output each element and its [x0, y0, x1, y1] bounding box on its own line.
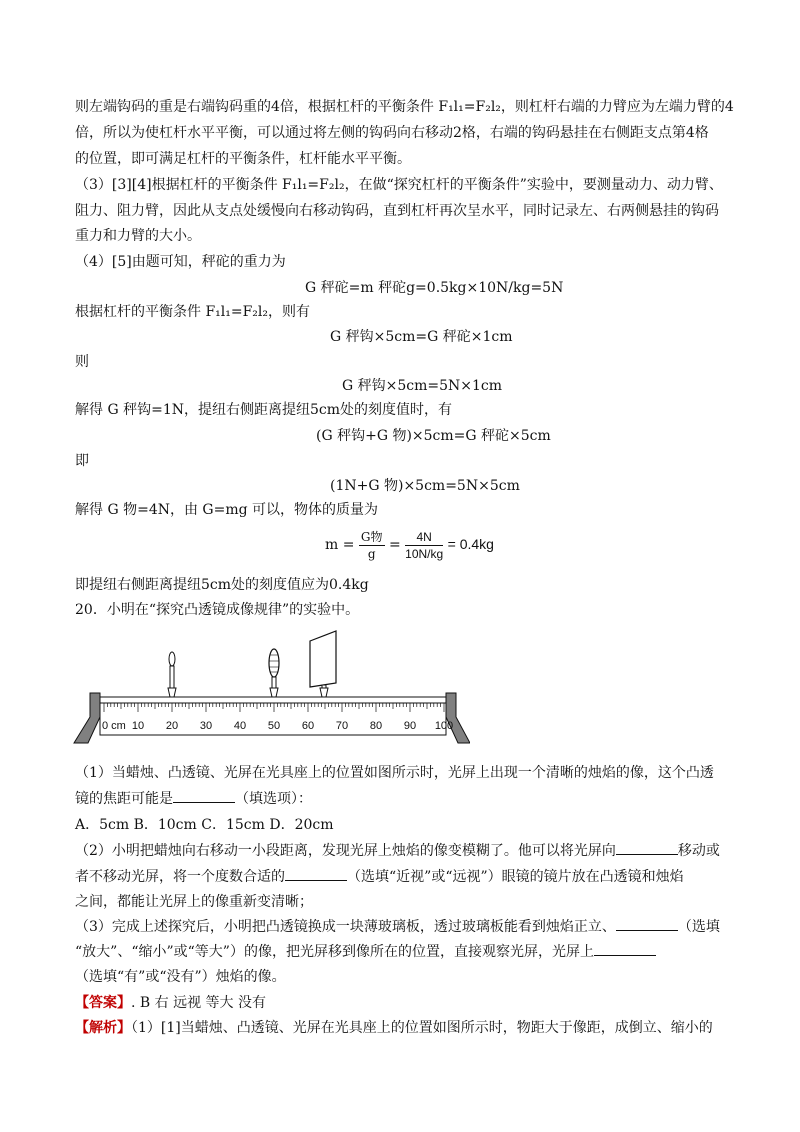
denominator: g — [367, 546, 376, 561]
question-part-1: （1）当蜡烛、凸透镜、光屏在光具座上的位置如图所示时，光屏上出现一个清晰的烛焰的像，这个凸透 — [75, 765, 714, 781]
text-line: 的位置，即可满足杠杆的平衡条件，杠杆能水平平衡。 — [75, 151, 411, 167]
answer-blank[interactable] — [285, 880, 347, 881]
eq-part: = — [388, 537, 401, 553]
text: 移动或 — [677, 843, 720, 859]
text-line: 阻力、阻力臂，因此从支点处缓慢向右移动钩码，直到杠杆再次呈水平，同时记录左、右两侧悬挂的钩码 — [75, 203, 719, 219]
equation: G 秤砣=m 秤砣g=0.5kg×10N/kg=5N — [305, 280, 564, 296]
text-line: 倍，所以为使杠杆水平平衡，可以通过将左侧的钩码向右移动2格，右端的钩码悬挂在右侧距支点第4格 — [75, 125, 709, 141]
options-line: A．5cm B．10cm C．15cm D．20cm — [75, 817, 334, 833]
ruler-tick-label: 80 — [369, 720, 383, 732]
text: （选填 — [677, 919, 720, 935]
text-line: （4）[5]由题可知，秤砣的重力为 — [75, 254, 286, 270]
text-line: 即 — [75, 453, 89, 469]
question-part-2 — [75, 841, 720, 861]
candle-flame — [169, 652, 175, 666]
equation: (1N+G 物)×5cm=5N×5cm — [330, 478, 520, 494]
text-line: 根据杠杆的平衡条件 F₁l₁=F₂l₂，则有 — [75, 304, 311, 320]
ruler-tick-label: 0 cm — [102, 720, 126, 732]
text-line: 重力和力臂的大小。 — [75, 228, 201, 244]
question-part-3 — [75, 917, 720, 937]
question-part-3-cont — [75, 942, 656, 962]
eq-part: m = — [325, 537, 355, 553]
lens-stand — [272, 677, 276, 689]
candle-body — [170, 666, 174, 688]
text-line: 即提纽右侧距离提纽5cm处的刻度值应为0.4kg — [75, 577, 369, 593]
convex-lens — [269, 649, 279, 697]
question-title: 20．小明在“探究凸透镜成像规律”的实验中。 — [75, 602, 360, 618]
optical-bench-figure — [70, 625, 470, 750]
analysis-line — [75, 1018, 713, 1038]
text-line: 解得 G 物=4N，由 G=mg 可以，物体的质量为 — [75, 502, 379, 518]
equation: G 秤钩×5cm=5N×1cm — [342, 378, 503, 394]
question-part-3-end: （选填“有”或“没有”）烛焰的像。 — [75, 969, 286, 985]
question-part-2-end: 之间，都能让光屏上的像重新变清晰； — [75, 894, 313, 910]
ruler-tick-label: 60 — [301, 720, 315, 732]
equation: G 秤钩×5cm=G 秤砣×1cm — [330, 329, 513, 345]
text: “放大”、“缩小”或“等大”）的像，把光屏移到像所在的位置，直接观察光屏，光屏上 — [75, 944, 594, 960]
screen-holder — [320, 688, 328, 697]
ruler-tick-label: 50 — [267, 720, 281, 732]
mass-equation — [325, 525, 494, 564]
analysis-text: （1）[1]当蜡烛、凸透镜、光屏在光具座上的位置如图所示时，物距大于像距，成倒立、缩小的 — [131, 1020, 713, 1036]
question-part-2-cont — [75, 867, 684, 887]
candle — [168, 652, 176, 697]
lens — [269, 649, 279, 677]
equation: (G 秤钩+G 物)×5cm=G 秤砣×5cm — [316, 428, 551, 444]
answer-blank[interactable] — [173, 802, 235, 803]
lens-holder — [270, 688, 278, 697]
ruler-tick-label: 100 — [434, 720, 454, 732]
rail-top — [100, 697, 446, 703]
question-part-1-cont — [75, 789, 312, 809]
candle-holder — [168, 688, 176, 697]
answer-tag: 【答案】 — [75, 995, 131, 1011]
text: （3）完成上述探究后，小明把凸透镜换成一块薄玻璃板，透过玻璃板能看到烛焰正立、 — [75, 919, 616, 935]
answer-blank[interactable] — [616, 930, 678, 931]
fraction — [359, 529, 385, 562]
answer-blank[interactable] — [616, 854, 678, 855]
eq-part: = 0.4kg — [447, 536, 494, 552]
answer-line — [75, 993, 266, 1013]
text: 镜的焦距可能是 — [75, 791, 173, 807]
right-stand — [446, 693, 470, 743]
answer-blank[interactable] — [594, 955, 656, 956]
ruler-tick-label: 10 — [131, 720, 145, 732]
numerator: 4N — [405, 529, 443, 546]
text-line: 则 — [75, 354, 89, 370]
ruler-tick-label: 30 — [199, 720, 213, 732]
fraction — [405, 529, 443, 562]
text-line: 解得 G 秤钩=1N，提纽右侧距离提纽5cm处的刻度值时，有 — [75, 402, 452, 418]
text: （2）小明把蜡烛向右移动一小段距离，发现光屏上烛焰的像变模糊了。他可以将光屏向 — [75, 843, 616, 859]
text-line: （3）[3][4]根据杠杆的平衡条件 F₁l₁=F₂l₂，在做“探究杠杆的平衡条件”实验中，要测量动力、动力臂、 — [75, 177, 723, 193]
ruler-tick-label: 90 — [403, 720, 417, 732]
text-line: 则左端钩码的重是右端钩码重的4倍，根据杠杆的平衡条件 F₁l₁=F₂l₂，则杠杆右端的力臂应为左端力臂的4 — [75, 99, 734, 115]
numerator: G物 — [360, 529, 383, 544]
denominator: 10N/kg — [405, 546, 444, 561]
left-stand — [74, 693, 100, 743]
light-screen — [310, 631, 336, 697]
ruler-tick-label: 40 — [233, 720, 247, 732]
answer-text: . B 右 远视 等大 没有 — [131, 995, 266, 1011]
analysis-tag: 【解析】 — [75, 1020, 131, 1036]
text: 者不移动光屏，将一个度数合适的 — [75, 869, 285, 885]
ruler-tick-label: 70 — [335, 720, 349, 732]
ruler-tick-label: 20 — [165, 720, 179, 732]
text: （选填“近视”或“远视”）眼镜的镜片放在凸透镜和烛焰 — [347, 869, 684, 885]
text: （填选项）： — [235, 791, 312, 807]
screen-panel — [310, 631, 336, 687]
